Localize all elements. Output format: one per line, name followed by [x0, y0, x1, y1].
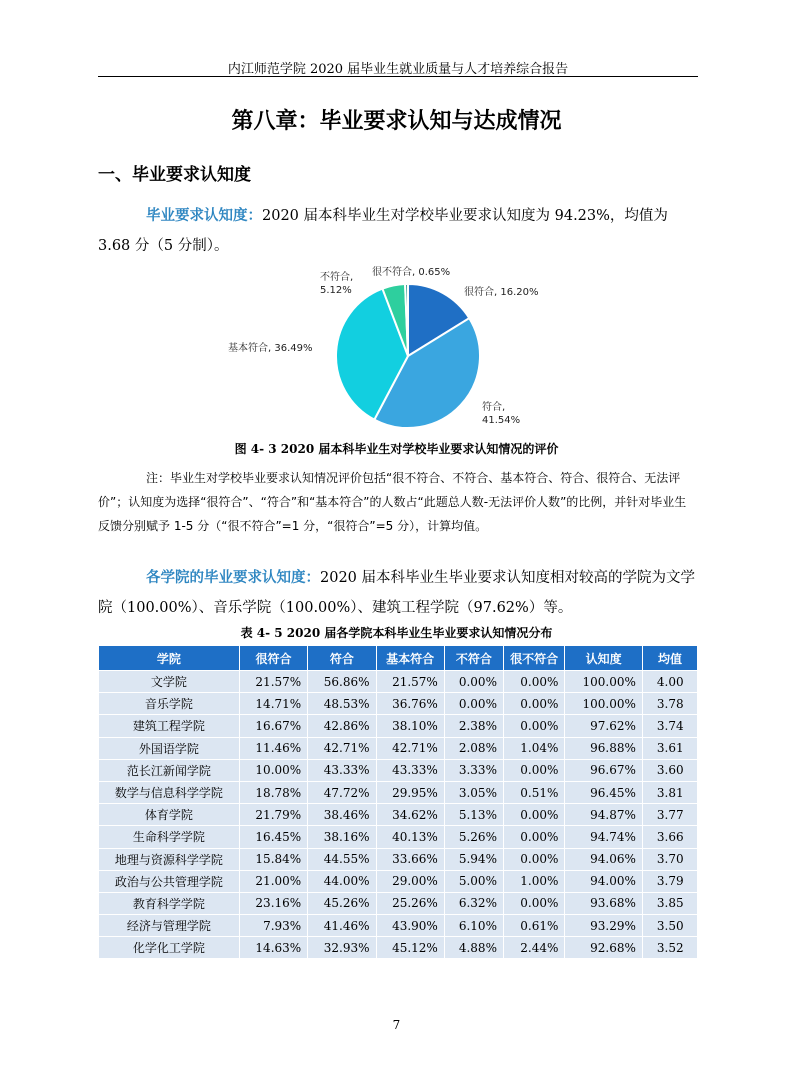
table-cell: 42.71% — [376, 737, 444, 759]
table-cell: 经济与管理学院 — [99, 915, 240, 937]
table-row — [99, 826, 698, 848]
table-cell: 6.10% — [444, 915, 503, 937]
table-header-cell: 很不符合 — [503, 646, 564, 671]
table-cell: 3.79 — [642, 870, 697, 892]
table-cell: 0.00% — [503, 892, 564, 914]
table-header-cell: 符合 — [308, 646, 376, 671]
table-cell: 16.45% — [239, 826, 307, 848]
college-table — [98, 645, 698, 959]
table-cell: 96.67% — [565, 759, 643, 781]
table-cell: 教育科学学院 — [99, 892, 240, 914]
table-cell: 0.00% — [444, 671, 503, 693]
table-cell: 5.26% — [444, 826, 503, 848]
table-cell: 44.00% — [308, 870, 376, 892]
paragraph-lead: 各学院的毕业要求认知度： — [146, 570, 320, 586]
table-cell: 0.00% — [503, 715, 564, 737]
pie-slice-label: 很符合, 16.20% — [464, 287, 539, 298]
table-cell: 10.00% — [239, 759, 307, 781]
table-cell: 生命科学学院 — [99, 826, 240, 848]
pie-chart-svg — [200, 258, 600, 438]
table-header-cell: 认知度 — [565, 646, 643, 671]
table-cell: 1.00% — [503, 870, 564, 892]
pie-slice-label: 不符合, 5.12% — [320, 272, 354, 296]
table-row — [99, 915, 698, 937]
table-cell: 45.12% — [376, 937, 444, 959]
table-cell: 0.00% — [503, 671, 564, 693]
table-cell: 29.95% — [376, 781, 444, 803]
table-cell: 5.13% — [444, 804, 503, 826]
table-cell: 3.60 — [642, 759, 697, 781]
table-cell: 3.52 — [642, 937, 697, 959]
table-cell: 3.66 — [642, 826, 697, 848]
table-row — [99, 937, 698, 959]
table-cell: 21.57% — [376, 671, 444, 693]
table-cell: 21.57% — [239, 671, 307, 693]
table-cell: 14.71% — [239, 693, 307, 715]
table-cell: 100.00% — [565, 693, 643, 715]
table-cell: 97.62% — [565, 715, 643, 737]
header-rule — [98, 76, 698, 77]
table-caption: 表 4- 5 2020 届各学院本科毕业生毕业要求认知情况分布 — [240, 626, 553, 640]
table-cell: 38.46% — [308, 804, 376, 826]
table-cell: 文学院 — [99, 671, 240, 693]
table-cell: 3.61 — [642, 737, 697, 759]
paragraph-text: 2020 届本科毕业生毕业要求认知度相对较高的学院为文学院（100.00%）、音乐学院（100.00%）、建筑工程学院（97.62%）等。 — [98, 570, 696, 616]
table-cell: 0.00% — [503, 826, 564, 848]
table-cell: 93.29% — [565, 915, 643, 937]
table-cell: 21.00% — [239, 870, 307, 892]
table-body — [99, 671, 698, 959]
table-cell: 40.13% — [376, 826, 444, 848]
table-cell: 3.33% — [444, 759, 503, 781]
table-row — [99, 737, 698, 759]
table-cell: 14.63% — [239, 937, 307, 959]
table-header-cell: 学院 — [99, 646, 240, 671]
table-cell: 96.45% — [565, 781, 643, 803]
pie-slice-label: 很不符合, 0.65% — [372, 267, 451, 278]
table-cell: 38.10% — [376, 715, 444, 737]
table-cell: 32.93% — [308, 937, 376, 959]
table-cell: 41.46% — [308, 915, 376, 937]
table-cell: 0.00% — [503, 804, 564, 826]
table-cell: 0.00% — [503, 759, 564, 781]
table-cell: 3.50 — [642, 915, 697, 937]
table-cell: 94.00% — [565, 870, 643, 892]
page-header: 内江师范学院 2020 届毕业生就业质量与人才培养综合报告 — [227, 62, 569, 77]
table-cell: 94.87% — [565, 804, 643, 826]
table-cell: 外国语学院 — [99, 737, 240, 759]
table-cell: 0.00% — [503, 693, 564, 715]
figure-note: 注：毕业生对学校毕业要求认知情况评价包括“很不符合、不符合、基本符合、符合、很符合、无法评价”；认知度为选择“很符合”、“符合”和“基本符合”的人数占“此题总人数-无法评价人数”的比例，并针对毕业生反馈分别赋予 1-5 分（“很不符合”=1 分，“很符合”=5 分），计算均值。 — [98, 471, 687, 533]
table-row — [99, 848, 698, 870]
table-cell: 92.68% — [565, 937, 643, 959]
table-cell: 42.86% — [308, 715, 376, 737]
table-header-cell: 基本符合 — [376, 646, 444, 671]
table-cell: 体育学院 — [99, 804, 240, 826]
table-row — [99, 671, 698, 693]
table-cell: 48.53% — [308, 693, 376, 715]
table-cell: 7.93% — [239, 915, 307, 937]
pie-chart — [200, 258, 600, 438]
table-row — [99, 693, 698, 715]
table-cell: 3.85 — [642, 892, 697, 914]
table-cell: 96.88% — [565, 737, 643, 759]
table-cell: 43.33% — [376, 759, 444, 781]
table-cell: 范长江新闻学院 — [99, 759, 240, 781]
table-cell: 38.16% — [308, 826, 376, 848]
table-row — [99, 759, 698, 781]
table-cell: 56.86% — [308, 671, 376, 693]
table-row — [99, 870, 698, 892]
table-header-cell: 均值 — [642, 646, 697, 671]
table-cell: 政治与公共管理学院 — [99, 870, 240, 892]
table-cell: 15.84% — [239, 848, 307, 870]
table-cell: 23.16% — [239, 892, 307, 914]
table-cell: 地理与资源科学学院 — [99, 848, 240, 870]
table-row — [99, 892, 698, 914]
table-header-cell: 不符合 — [444, 646, 503, 671]
table-cell: 音乐学院 — [99, 693, 240, 715]
table-cell: 34.62% — [376, 804, 444, 826]
pie-slice-label: 符合, 41.54% — [482, 402, 521, 426]
table-cell: 5.00% — [444, 870, 503, 892]
table-cell: 3.81 — [642, 781, 697, 803]
table-cell: 3.70 — [642, 848, 697, 870]
table-cell: 42.71% — [308, 737, 376, 759]
table-cell: 数学与信息科学学院 — [99, 781, 240, 803]
table-cell: 43.90% — [376, 915, 444, 937]
table-cell: 44.55% — [308, 848, 376, 870]
paragraph-text: 2020 届本科毕业生对学校毕业要求认知度为 94.23%，均值为 3.68 分（5 分制）。 — [98, 208, 668, 254]
table-cell: 0.00% — [503, 848, 564, 870]
table-cell: 94.74% — [565, 826, 643, 848]
table-row — [99, 715, 698, 737]
table-cell: 11.46% — [239, 737, 307, 759]
table-cell: 3.74 — [642, 715, 697, 737]
table-cell: 93.68% — [565, 892, 643, 914]
table-cell: 25.26% — [376, 892, 444, 914]
table-row — [99, 804, 698, 826]
table-cell: 化学化工学院 — [99, 937, 240, 959]
paragraph-colleges — [98, 563, 698, 623]
table-header-row — [99, 646, 698, 671]
table-cell: 33.66% — [376, 848, 444, 870]
table-cell: 0.61% — [503, 915, 564, 937]
table-cell: 0.51% — [503, 781, 564, 803]
pie-slice-label: 基本符合, 36.49% — [228, 343, 313, 354]
table-cell: 43.33% — [308, 759, 376, 781]
table-cell: 94.06% — [565, 848, 643, 870]
table-cell: 3.78 — [642, 693, 697, 715]
chapter-title: 第八章：毕业要求认知与达成情况 — [231, 109, 562, 134]
paragraph-lead: 毕业要求认知度： — [146, 208, 262, 224]
table-cell: 45.26% — [308, 892, 376, 914]
table-row — [99, 781, 698, 803]
table-header-cell: 很符合 — [239, 646, 307, 671]
table-cell: 29.00% — [376, 870, 444, 892]
table-cell: 36.76% — [376, 693, 444, 715]
table-cell: 2.44% — [503, 937, 564, 959]
table-cell: 2.08% — [444, 737, 503, 759]
table-cell: 18.78% — [239, 781, 307, 803]
table-cell: 建筑工程学院 — [99, 715, 240, 737]
page-number: 7 — [392, 1018, 401, 1032]
table-cell: 2.38% — [444, 715, 503, 737]
table-cell: 1.04% — [503, 737, 564, 759]
table-cell: 6.32% — [444, 892, 503, 914]
table-cell: 0.00% — [444, 693, 503, 715]
paragraph-overall — [98, 201, 698, 261]
table-cell: 3.05% — [444, 781, 503, 803]
table-cell: 100.00% — [565, 671, 643, 693]
figure-caption: 图 4- 3 2020 届本科毕业生对学校毕业要求认知情况的评价 — [234, 442, 559, 456]
table-cell: 4.88% — [444, 937, 503, 959]
table-cell: 21.79% — [239, 804, 307, 826]
table-cell: 5.94% — [444, 848, 503, 870]
table-cell: 4.00 — [642, 671, 697, 693]
table-cell: 3.77 — [642, 804, 697, 826]
table-cell: 47.72% — [308, 781, 376, 803]
section-title: 一、毕业要求认知度 — [98, 165, 251, 185]
table-cell: 16.67% — [239, 715, 307, 737]
